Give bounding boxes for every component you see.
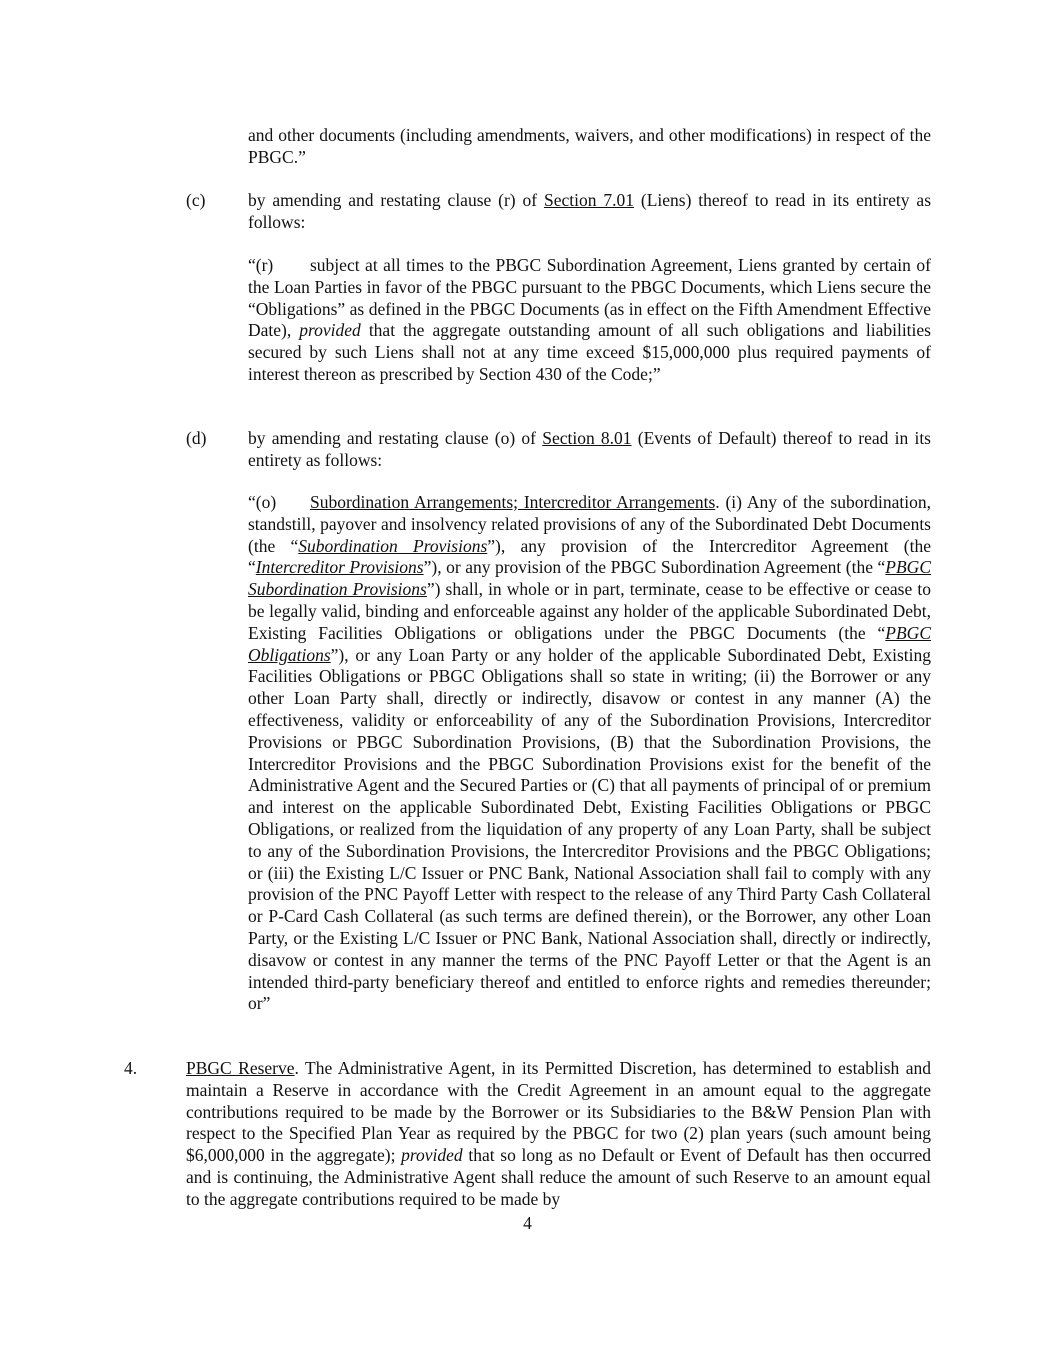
clause-r-text-1: subject at all times to the PBGC Subordination Agreement, Liens granted by certain of the Loan Parties in favor of the PBGC pursuant to the PBGC Documents, which Liens secure the “Obligations” as defined in the PBGC Documents (as in effect on the Fifth Amendment Effective Date), — [248, 255, 931, 341]
section-4-t2: that so long as no Default or Event of Default has then occurred and is continuing, the Administrative Agent shall reduce the amount of such Reserve to an amount equal to the aggregate contributions required to be made by — [186, 1145, 931, 1209]
clause-d-pre: by amending and restating clause (o) of — [248, 428, 543, 448]
section-4-heading: PBGC Reserve — [186, 1058, 295, 1078]
clause-c-post: (Liens) thereof to read in its entirety as follows: — [248, 190, 931, 232]
clause-c-label: (c) — [186, 190, 206, 210]
def-subordination-provisions: Subordination Provisions — [298, 535, 488, 556]
clause-d-label: (d) — [186, 428, 207, 448]
section-7-01-link: Section 7.01 — [543, 190, 634, 210]
section-4-provided: provided — [401, 1145, 463, 1166]
clause-r-text — [248, 255, 931, 386]
section-4-text — [186, 1058, 931, 1211]
clause-c-text — [248, 190, 931, 234]
clause-o-t2: ”), any provision of the Intercreditor Agreement (the “ — [248, 535, 931, 578]
clause-r-label: “(r) — [248, 255, 274, 275]
section-4-number: 4. — [124, 1058, 138, 1078]
def-intercreditor-provisions: Intercreditor Provisions — [255, 557, 424, 578]
clause-o-t3: ”), or any provision of the PBGC Subordination Agreement (the “ — [423, 557, 886, 578]
clause-r-provided: provided — [299, 320, 361, 341]
clause-o-heading: Subordination Arrangements; Intercreditor Arrangements — [310, 492, 716, 512]
def-pbgc-obligations: PBGC Obligations — [248, 622, 931, 665]
clause-o-text — [248, 492, 931, 1015]
clause-o-t4: ”) shall, in whole or in part, terminate, cease to be effective or cease to be legally valid, binding and enforceable against any holder of the applicable Subordinated Debt, Existing Facilities Obligations or obligations under the PBGC Documents (the “ — [248, 579, 931, 643]
clause-o-label: “(o) — [248, 492, 277, 512]
clause-c-pre: by amending and restating clause (r) of — [248, 190, 544, 210]
section-4-t1: . The Administrative Agent, in its Permitted Discretion, has determined to establish and maintain a Reserve in accordance with the Credit Agreement in an amount equal to the aggregate contributions required to be made by the Borrower or its Subsidiaries to the B&W Pension Plan with respect to the Specified Plan Year as required by the PBGC for two (2) plan years (such amount being $6,000,000 in the aggregate); — [186, 1058, 931, 1166]
clause-o-t1: . (i) Any of the subordination, standstill, payover and insolvency related provisions of any of the Subordinated Debt Documents (the “ — [248, 492, 931, 556]
clause-d-post: (Events of Default) thereof to read in its entirety as follows: — [248, 428, 931, 470]
continuation-paragraph: and other documents (including amendments, waivers, and other modifications) in respect of the PBGC.” — [248, 125, 931, 167]
def-pbgc-subordination-provisions: PBGC Subordination Provisions — [248, 557, 931, 600]
section-8-01-link: Section 8.01 — [542, 428, 632, 448]
clause-d-text — [248, 428, 931, 472]
page-number: 4 — [523, 1213, 532, 1233]
clause-o-t5: ”), or any Loan Party or any holder of the applicable Subordinated Debt, Existing Facilities Obligations or PBGC Obligations shall so state in writing; (ii) the Borrower or any other Loan Party shall, directly or indirectly, disavow or contest in any manner (A) the effectiveness, validity or enforceability of any of the Subordination Provisions, Intercreditor Provisions or PBGC Subordination Provisions, (B) that the Subordination Provisions, the Intercreditor Provisions and the PBGC Subordination Provisions exist for the benefit of the Administrative Agent and the Secured Parties or (C) that all payments of principal of or premium and interest on the applicable Subordinated Debt, Existing Facilities Obligations or PBGC Obligations, or realized from the liquidation of any property of any Loan Party, shall be subject to any of the Subordination Provisions, the Intercreditor Provisions and the PBGC Obligations; or (iii) the Existing L/C Issuer or PNC Bank, National Association shall fail to comply with any provision of the PNC Payoff Letter with respect to the release of any Third Party Cash Collateral or P-Card Cash Collateral (as such terms are defined therein), or the Borrower, any other Loan Party, or the Existing L/C Issuer or PNC Bank, National Association shall, directly or indirectly, disavow or contest in any manner the terms of the PNC Payoff Letter or that the Agent is an intended third-party beneficiary thereof and entitled to enforce rights and remedies thereunder; or” — [248, 644, 931, 1014]
clause-r-text-2: that the aggregate outstanding amount of all such obligations and liabilities secured by such Liens shall not at any time exceed $15,000,000 plus required payments of interest thereon as prescribed by Section 430 of the Code;” — [248, 320, 931, 384]
